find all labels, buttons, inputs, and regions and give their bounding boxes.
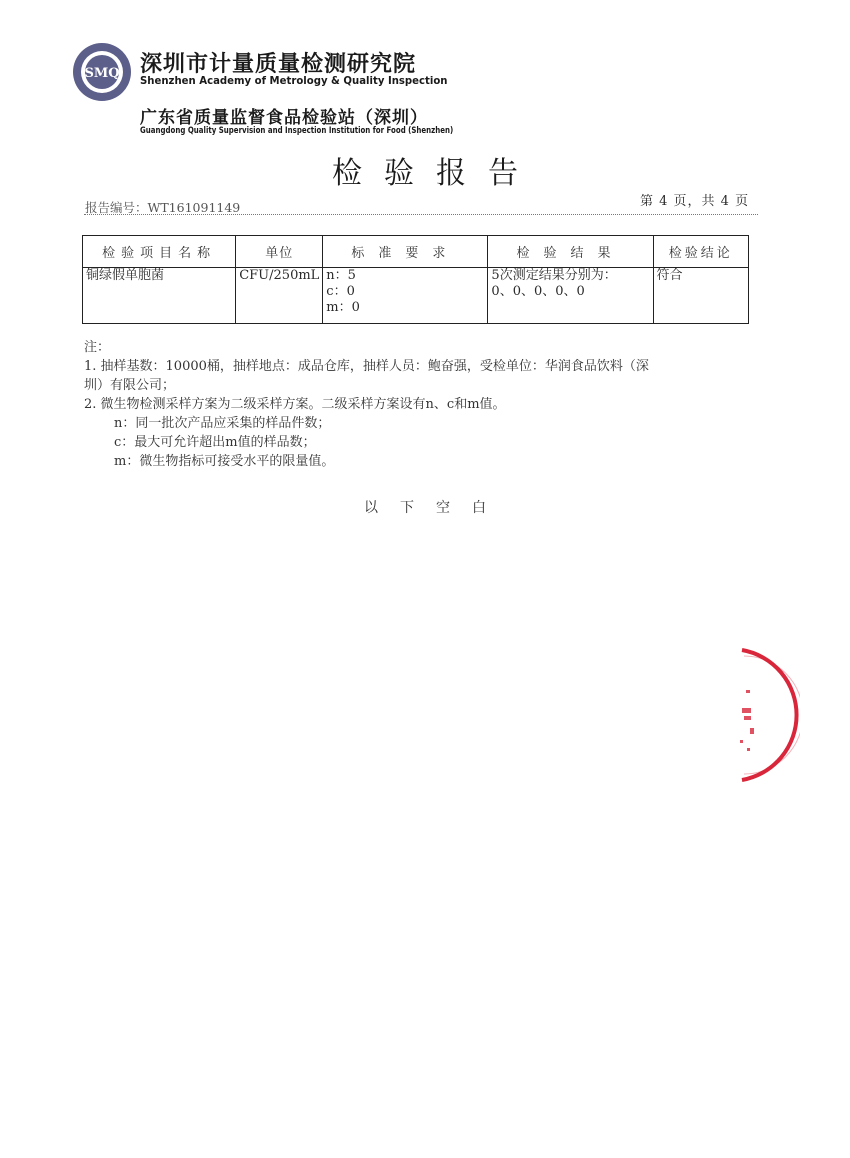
logo-text: SMQ — [84, 66, 120, 81]
station-name-cn: 广东省质量监督食品检验站（深圳） — [140, 108, 428, 128]
note-2: 2. 微生物检测采样方案为二级采样方案。二级采样方案设有n、c和m值。 — [84, 397, 506, 412]
report-number: 报告编号：WT161091149 — [85, 200, 241, 215]
cell-unit: CFU/250mL — [236, 268, 323, 324]
page-indicator: 第 4 页，共 4 页 — [640, 194, 750, 209]
results-table — [82, 235, 749, 324]
institution-name-en: Shenzhen Academy of Metrology & Quality Inspection — [140, 74, 448, 87]
official-seal-stamp — [720, 648, 800, 783]
cell-conclusion: 符合 — [653, 268, 748, 324]
note-2-c: c：最大可允许超出m值的样品数； — [114, 435, 316, 450]
dotted-divider — [84, 214, 758, 215]
cell-result: 5次测定结果分别为： 0、0、0、0、0 — [488, 268, 653, 324]
report-title: 检验报告 — [332, 156, 540, 191]
header-unit: 单位 — [236, 236, 323, 268]
table-header-row — [83, 236, 749, 268]
note-1-line-2: 圳）有限公司； — [84, 378, 176, 393]
smq-logo — [72, 42, 132, 102]
note-1-line-1: 1. 抽样基数：10000桶，抽样地点：成品仓库，抽样人员：鲍奋强，受检单位：华润食品饮料（深 — [84, 359, 649, 374]
note-2-m: m：微生物指标可接受水平的限量值。 — [114, 454, 335, 469]
notes-section — [84, 338, 764, 471]
cell-item: 铜绿假单胞菌 — [83, 268, 236, 324]
institution-name-cn: 深圳市计量质量检测研究院 — [140, 52, 417, 77]
station-name-en: Guangdong Quality Supervision and Inspection Institution for Food (Shenzhen) — [140, 126, 454, 136]
blank-below-marker: 以下空白 — [364, 500, 508, 516]
table-row — [83, 268, 749, 324]
header-standard: 标准要求 — [323, 236, 488, 268]
header-result: 检验结果 — [488, 236, 653, 268]
cell-standard: n：5 c：0 m：0 — [323, 268, 488, 324]
notes-label: 注： — [84, 340, 111, 355]
note-2-n: n：同一批次产品应采集的样品件数； — [114, 416, 331, 431]
header-item-name: 检验项目名称 — [83, 236, 236, 268]
header-conclusion: 检验结论 — [653, 236, 748, 268]
